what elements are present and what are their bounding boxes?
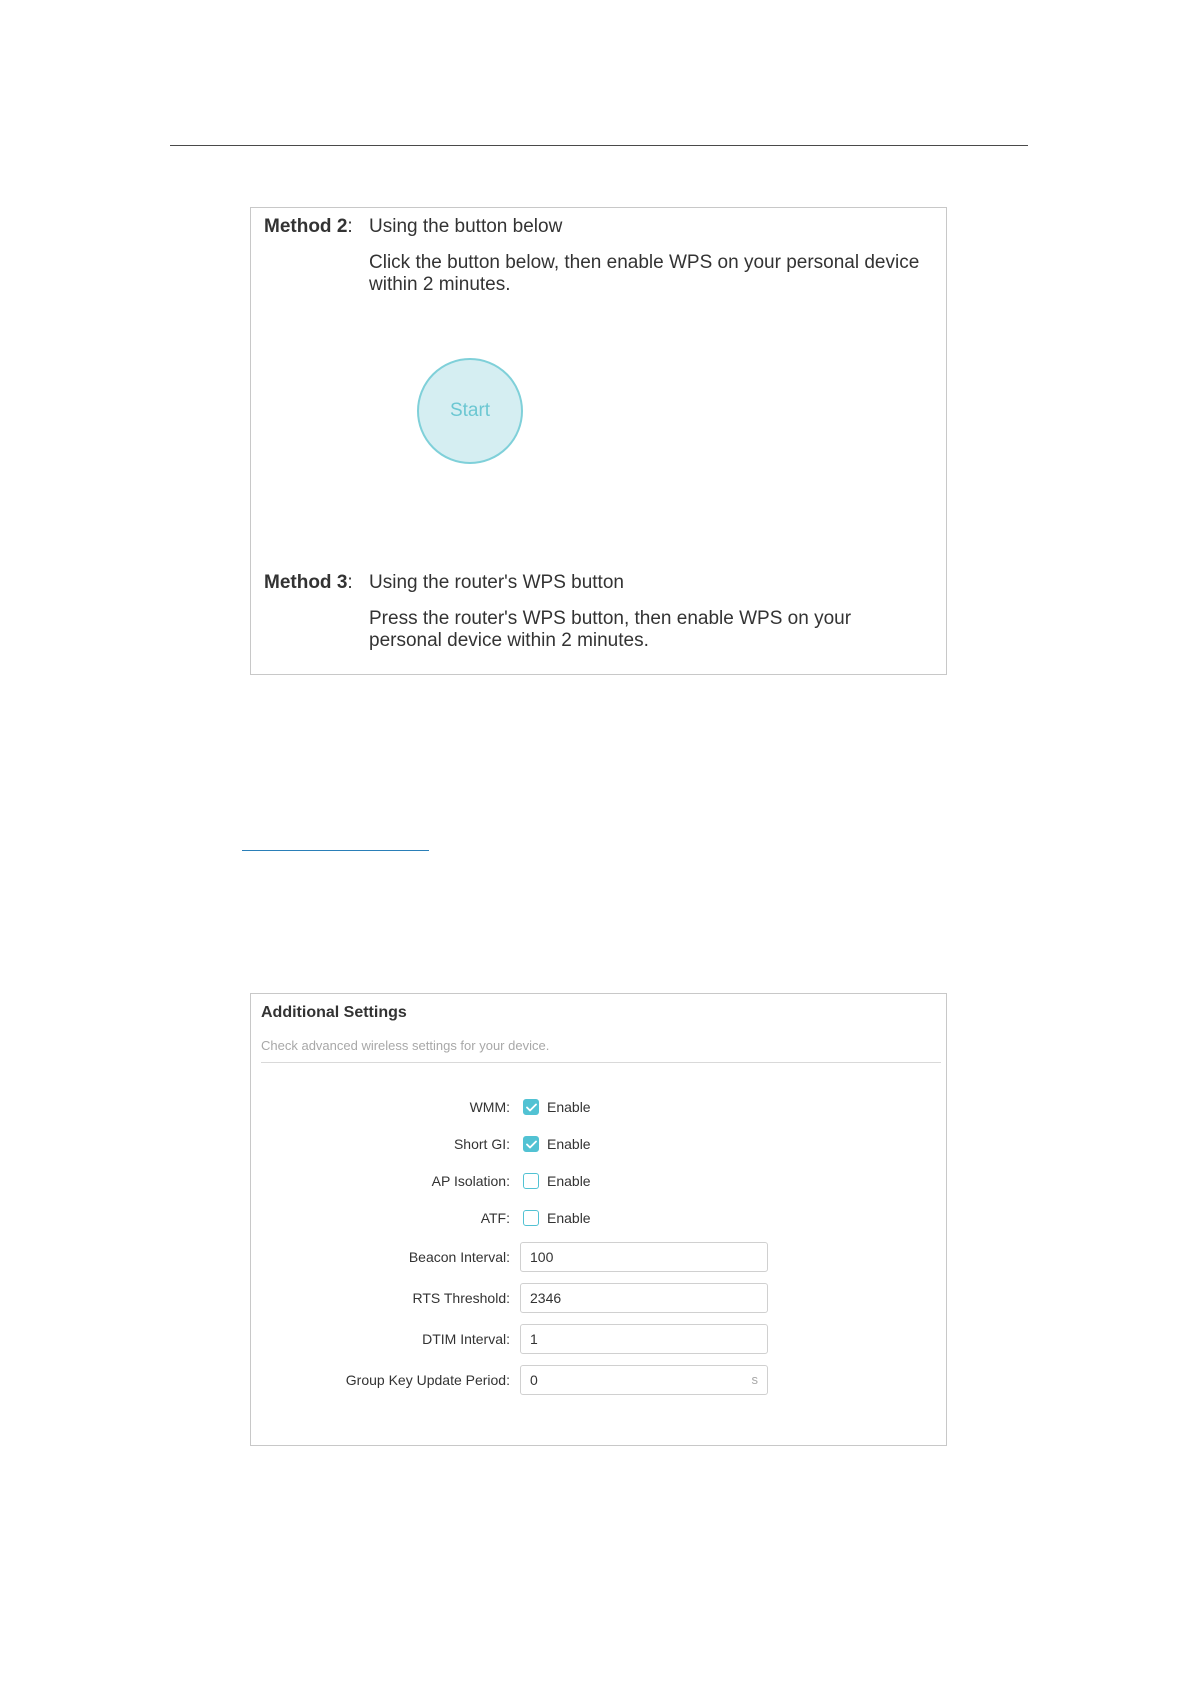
- method2-colon: :: [347, 216, 353, 237]
- group-key-update-period-row: [251, 1365, 948, 1395]
- beacon-interval-label: Beacon Interval:: [408, 1249, 510, 1265]
- rts-threshold-row: [251, 1283, 948, 1313]
- start-button-label: Start: [449, 400, 491, 421]
- method2-label-text: Method 2: [264, 216, 348, 237]
- short-gi-checkbox-group[interactable]: [523, 1129, 591, 1159]
- wmm-label: WMM:: [469, 1099, 510, 1115]
- short-gi-checkbox[interactable]: [523, 1136, 539, 1152]
- check-icon: [526, 1140, 537, 1149]
- settings-title: Additional Settings: [261, 1004, 407, 1021]
- beacon-interval-value: 100: [530, 1249, 554, 1265]
- group-key-update-period-unit: s: [751, 1372, 758, 1387]
- wps-panel: [250, 207, 947, 675]
- atf-label: ATF:: [480, 1210, 510, 1226]
- dtim-interval-input[interactable]: [520, 1324, 768, 1354]
- beacon-interval-row: [251, 1242, 948, 1272]
- ap-isolation-option-label: Enable: [547, 1173, 591, 1189]
- group-key-update-period-input[interactable]: [520, 1365, 768, 1395]
- wmm-option-label: Enable: [547, 1099, 591, 1115]
- group-key-update-period-value: 0: [530, 1372, 538, 1388]
- wmm-checkbox-group[interactable]: [523, 1092, 591, 1122]
- header-rule: [170, 145, 1028, 146]
- short-gi-option-label: Enable: [547, 1136, 591, 1152]
- atf-row: [251, 1203, 948, 1233]
- wmm-row: [251, 1092, 948, 1122]
- method3-title: Using the router's WPS button: [369, 572, 624, 593]
- method3-label: [264, 572, 353, 594]
- dtim-interval-row: [251, 1324, 948, 1354]
- method2-description: Click the button below, then enable WPS on your personal device within 2 minutes.: [369, 252, 920, 295]
- ap-isolation-row: [251, 1166, 948, 1196]
- settings-divider: [261, 1062, 941, 1063]
- method3-colon: :: [347, 572, 353, 593]
- settings-subtitle: Check advanced wireless settings for your device.: [261, 1038, 550, 1053]
- atf-option-label: Enable: [547, 1210, 591, 1226]
- atf-checkbox-group[interactable]: [523, 1203, 591, 1233]
- short-gi-label: Short GI:: [453, 1136, 510, 1152]
- dtim-interval-value: 1: [530, 1331, 538, 1347]
- ap-isolation-checkbox[interactable]: [523, 1173, 539, 1189]
- method2-title: Using the button below: [369, 216, 563, 237]
- dtim-interval-label: DTIM Interval:: [422, 1331, 510, 1347]
- link-underline: [242, 850, 429, 851]
- group-key-update-period-label: Group Key Update Period:: [345, 1372, 510, 1388]
- ap-isolation-checkbox-group[interactable]: [523, 1166, 591, 1196]
- wmm-checkbox[interactable]: [523, 1099, 539, 1115]
- atf-checkbox[interactable]: [523, 1210, 539, 1226]
- method2-label: [264, 216, 353, 238]
- additional-settings-panel: [250, 993, 947, 1446]
- beacon-interval-input[interactable]: [520, 1242, 768, 1272]
- rts-threshold-label: RTS Threshold:: [412, 1290, 510, 1306]
- method3-description: Press the router's WPS button, then enable WPS on your personal device within 2 minutes.: [369, 608, 852, 651]
- check-icon: [526, 1103, 537, 1112]
- wps-start-button[interactable]: [417, 358, 523, 464]
- rts-threshold-input[interactable]: [520, 1283, 768, 1313]
- ap-isolation-label: AP Isolation:: [431, 1173, 510, 1189]
- short-gi-row: [251, 1129, 948, 1159]
- rts-threshold-value: 2346: [530, 1290, 562, 1306]
- method3-label-text: Method 3: [264, 572, 348, 593]
